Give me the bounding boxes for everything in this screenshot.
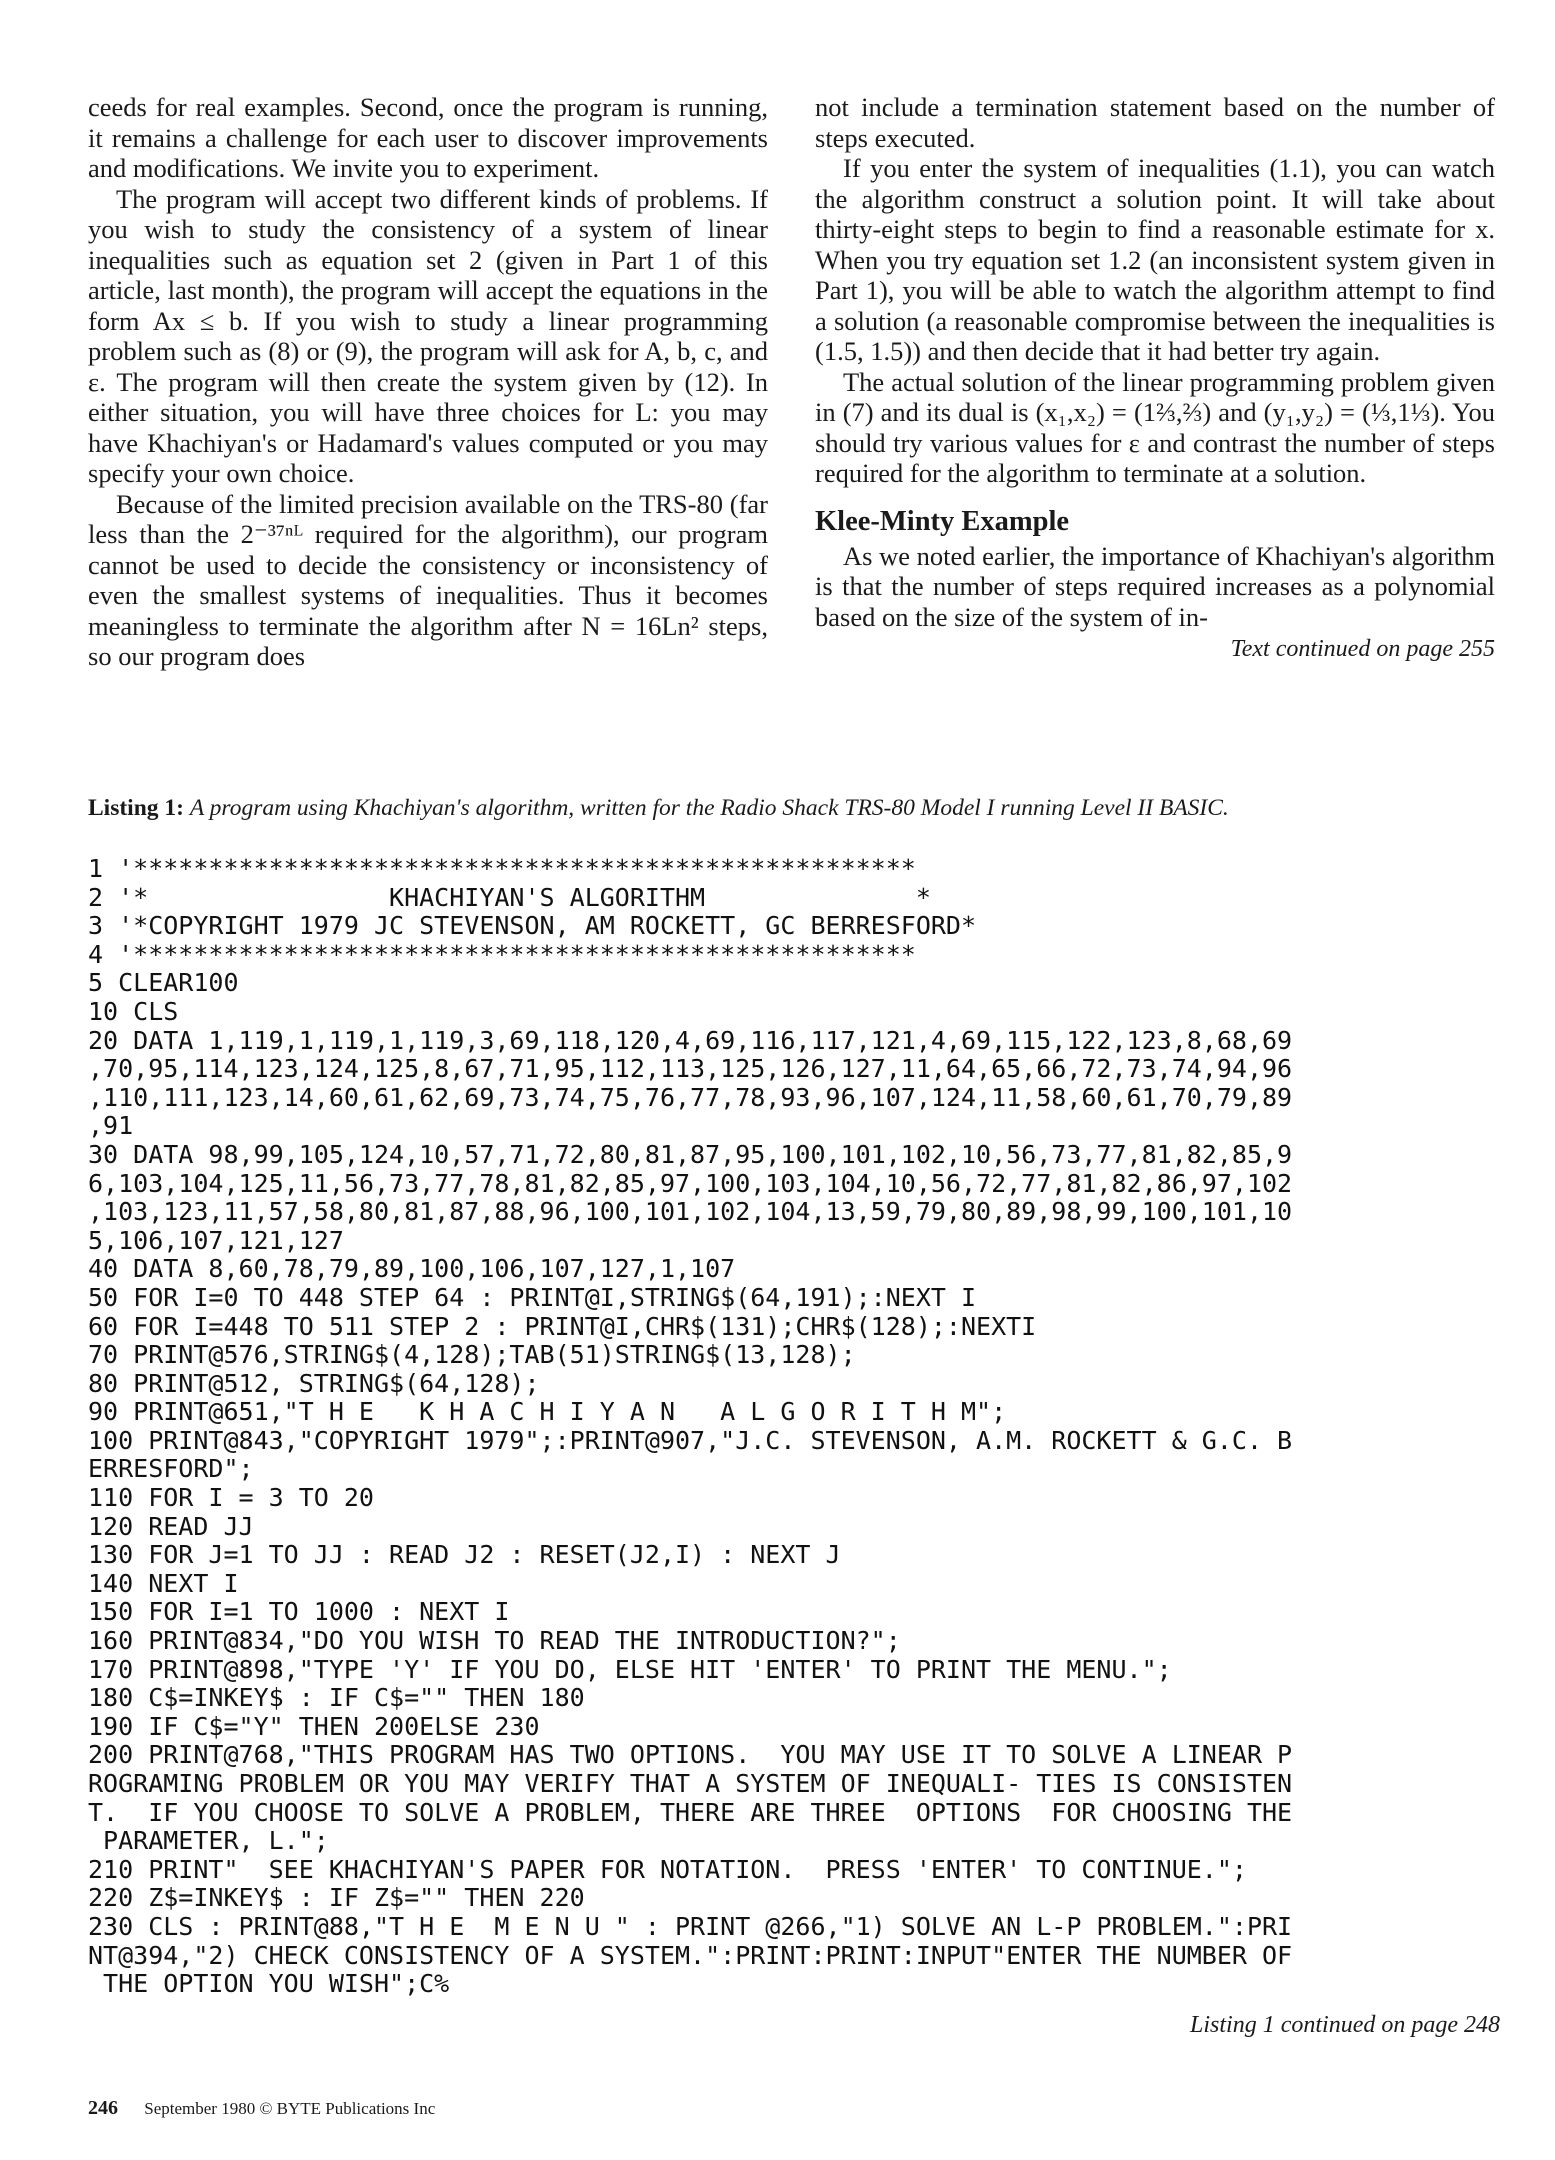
section-paragraph: As we noted earlier, the importance of Khachiyan's algorithm is that the number of steps required increases as a polynomial based on the size of the system of in- — [815, 540, 1496, 632]
left-paragraph-3: Because of the limited precision available on the TRS-80 (far less than the 2⁻³⁷ⁿᴸ required for the algorithm), our program cannot be used to decide the consistency or inconsistency of even the smallest systems of inequalities. Thus it becomes meaningless to terminate the algorithm after N = 16Ln² steps, so our program does — [88, 488, 768, 671]
listing-line: 10 CLS — [88, 996, 179, 1026]
listing-line: 120 READ JJ — [88, 1511, 254, 1541]
listing-line: 150 FOR I=1 TO 1000 : NEXT I — [88, 1597, 510, 1627]
right-paragraph-1: not include a termination statement based on the number of steps executed. — [815, 92, 1495, 153]
left-paragraph-2: The program will accept two different kinds of problems. If you wish to study the consistency of a system of linear inequalities such as equation set 2 (given in Part 1 of this article, last month), the program will accept the equations in the form Ax ≤ b. If you wish to study a linear programming problem such as (8) or (9), the program will ask for A, b, c, and ε. The program will then create the system given by (12). In either situation, you will have three choices for L: you may have Khachiyan's or Hadamard's values computed or you may specify your own choice. — [88, 183, 768, 488]
listing-line: THE OPTION YOU WISH";C% — [88, 1969, 450, 1999]
code-listing — [88, 855, 1508, 1999]
listing-line: PARAMETER, L."; — [88, 1826, 329, 1856]
listing-line: 6,103,104,125,11,56,73,77,78,81,82,85,97,100,103,104,10,56,72,77,81,82,86,97,102 — [88, 1168, 1293, 1198]
listing-line: 110 FOR I = 3 TO 20 — [88, 1483, 374, 1513]
listing-line: NT@394,"2) CHECK CONSISTENCY OF A SYSTEM.":PRINT:PRINT:INPUT"ENTER THE NUMBER OF — [88, 1940, 1293, 1970]
listing-continuation-note: Listing 1 continued on page 248 — [1190, 2012, 1500, 2038]
right-paragraph-3: The actual solution of the linear programming problem given in (7) and its dual is (x₁,x₂) = (1⅔,⅔) and (y₁,y₂) = (⅓,1⅓). You should try various values for ε and contrast the number of steps required for the algorithm to terminate at a solution. — [815, 366, 1495, 488]
listing-line: ERRESFORD"; — [88, 1454, 254, 1484]
listing-line: 160 PRINT@834,"DO YOU WISH TO READ THE INTRODUCTION?"; — [88, 1626, 901, 1656]
page-number: 246 — [88, 2097, 118, 2119]
listing-line: ,91 — [88, 1111, 134, 1141]
listing-line: 30 DATA 98,99,105,124,10,57,71,72,80,81,87,95,100,101,102,10,56,73,77,81,82,85,9 — [88, 1139, 1293, 1169]
listing-line: 5 CLEAR100 — [88, 968, 239, 998]
listing-line: 4 '**************************************************** — [88, 939, 916, 969]
listing-caption — [88, 793, 1508, 823]
listing-line: 40 DATA 8,60,78,79,89,100,106,107,127,1,107 — [88, 1254, 736, 1284]
right-text-column — [815, 92, 1495, 664]
listing-caption-label: Listing 1: — [88, 795, 184, 821]
listing-line: 50 FOR I=0 TO 448 STEP 64 : PRINT@I,STRING$(64,191);:NEXT I — [88, 1282, 977, 1312]
listing-line: 190 IF C$="Y" THEN 200ELSE 230 — [88, 1711, 540, 1741]
listing-line: 170 PRINT@898,"TYPE 'Y' IF YOU DO, ELSE HIT 'ENTER' TO PRINT THE MENU."; — [88, 1654, 1172, 1684]
listing-line: T. IF YOU CHOOSE TO SOLVE A PROBLEM, THERE ARE THREE OPTIONS FOR CHOOSING THE — [88, 1797, 1293, 1827]
listing-line: 5,106,107,121,127 — [88, 1225, 344, 1255]
listing-line: 210 PRINT" SEE KHACHIYAN'S PAPER FOR NOTATION. PRESS 'ENTER' TO CONTINUE."; — [88, 1854, 1247, 1884]
right-paragraph-2: If you enter the system of inequalities (1.1), you can watch the algorithm construct a solution point. It will take about thirty-eight steps to begin to find a reasonable estimate for x. When you try equation set 1.2 (an inconsistent system given in Part 1), you will be able to watch the algorithm attempt to find a solution (a reasonable compromise between the inequalities is (1.5, 1.5)) and then decide that it had better try again. — [815, 153, 1495, 366]
listing-line: 60 FOR I=448 TO 511 STEP 2 : PRINT@I,CHR$(131);CHR$(128);:NEXTI — [88, 1311, 1037, 1341]
listing-line: ,103,123,11,57,58,80,81,87,88,96,100,101,102,104,13,59,79,80,89,98,99,100,101,10 — [88, 1197, 1293, 1227]
listing-line: 220 Z$=INKEY$ : IF Z$="" THEN 220 — [88, 1883, 585, 1913]
listing-line: 200 PRINT@768,"THIS PROGRAM HAS TWO OPTIONS. YOU MAY USE IT TO SOLVE A LINEAR P — [88, 1740, 1293, 1770]
left-paragraph-1: ceeds for real examples. Second, once the program is running, it remains a challenge for each user to discover improvements and modifications. We invite you to experiment. — [88, 92, 768, 183]
listing-line: 2 '* KHACHIYAN'S ALGORITHM * — [88, 882, 931, 912]
page-footer — [88, 2096, 435, 2121]
listing-line: 90 PRINT@651,"T H E K H A C H I Y A N A L G O R I T H M"; — [88, 1397, 1007, 1427]
listing-line: 3 '*COPYRIGHT 1979 JC STEVENSON, AM ROCKETT, GC BERRESFORD* — [88, 911, 977, 941]
listing-line: 20 DATA 1,119,1,119,1,119,3,69,118,120,4,69,116,117,121,4,69,115,122,123,8,68,69 — [88, 1025, 1293, 1055]
listing-line: 180 C$=INKEY$ : IF C$="" THEN 180 — [88, 1683, 585, 1713]
listing-line: ,110,111,123,14,60,61,62,69,73,74,75,76,77,78,93,96,107,124,11,58,60,61,70,79,89 — [88, 1082, 1293, 1112]
listing-line: 230 CLS : PRINT@88,"T H E M E N U " : PRINT @266,"1) SOLVE AN L-P PROBLEM.":PRI — [88, 1911, 1293, 1941]
listing-caption-text: A program using Khachiyan's algorithm, written for the Radio Shack TRS-80 Model I running Level II BASIC. — [189, 795, 1229, 821]
listing-line: 140 NEXT I — [88, 1568, 239, 1598]
text-continuation-note: Text continued on page 255 — [1230, 636, 1495, 662]
section-heading: Klee-Minty Example — [815, 505, 1070, 537]
left-text-column — [88, 92, 768, 672]
footer-publication: September 1980 © BYTE Publications Inc — [144, 2099, 436, 2118]
listing-line: ,70,95,114,123,124,125,8,67,71,95,112,113,125,126,127,11,64,65,66,72,73,74,94,96 — [88, 1054, 1293, 1084]
listing-line: 70 PRINT@576,STRING$(4,128);TAB(51)STRING$(13,128); — [88, 1340, 856, 1370]
listing-line: 80 PRINT@512, STRING$(64,128); — [88, 1368, 540, 1398]
listing-line: 130 FOR J=1 TO JJ : READ J2 : RESET(J2,I) : NEXT J — [88, 1540, 841, 1570]
listing-line: 100 PRINT@843,"COPYRIGHT 1979";:PRINT@907,"J.C. STEVENSON, A.M. ROCKETT & G.C. B — [88, 1425, 1293, 1455]
listing-line: ROGRAMING PROBLEM OR YOU MAY VERIFY THAT A SYSTEM OF INEQUALI- TIES IS CONSISTEN — [88, 1769, 1293, 1798]
listing-line: 1 '**************************************************** — [88, 854, 916, 883]
